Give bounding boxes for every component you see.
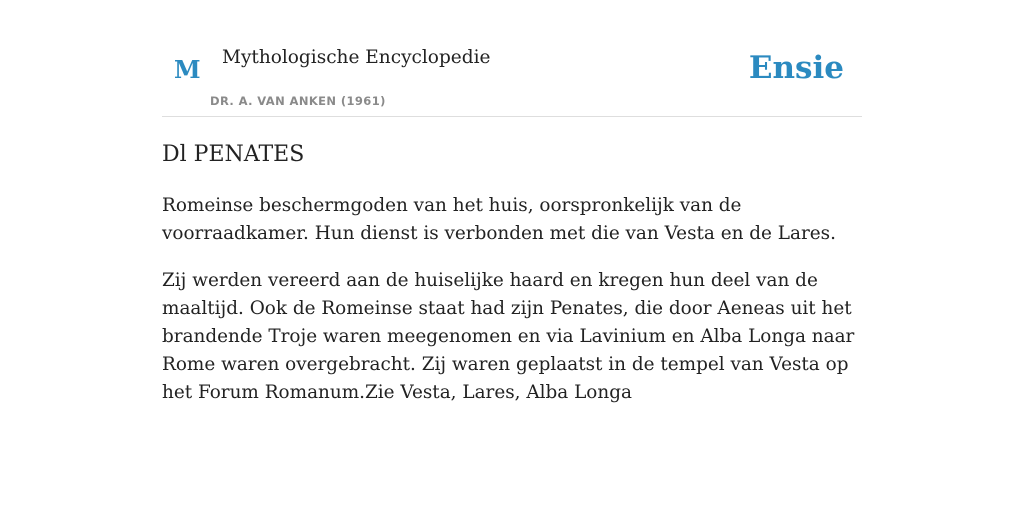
brand-logo[interactable]: Ensie [748, 50, 844, 86]
book-author: DR. A. VAN ANKEN (1961) [210, 94, 386, 108]
entry-title: Dl PENATES [162, 142, 305, 167]
header [162, 0, 862, 117]
entry-paragraph: Romeinse beschermgoden van het huis, oorspronkelijk van de voorraadkamer. Hun dienst is verbonden met die van Vesta en de Lares. [162, 195, 836, 244]
entry-paragraph: Zij werden vereerd aan de huiselijke haard en kregen hun deel van de maaltijd. Ook de Romeinse staat had zijn Penates, die door Aeneas uit het brandende Troje waren meegenomen en via Lavinium en Alba Longa naar Rome waren overgebracht. Zij waren geplaatst in de tempel van Vesta op het Forum Romanum.Zie Vesta, Lares, Alba Longa [162, 270, 855, 403]
book-logo-letter[interactable]: M [174, 55, 201, 84]
entry-body [162, 192, 872, 426]
book-title-link[interactable]: Mythologische Encyclopedie [222, 47, 491, 68]
